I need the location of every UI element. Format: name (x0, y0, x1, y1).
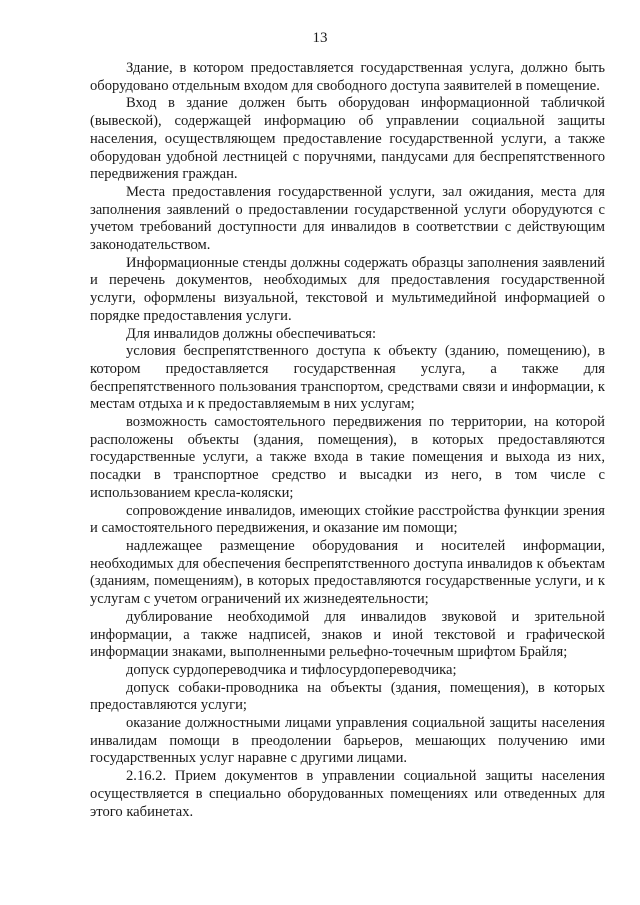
paragraph-escort: сопровождение инвалидов, имеющих стойкие расстройства функции зрения и самостоятельного передвижения, и оказание им помощи; (90, 502, 605, 537)
paragraph-section-2-16-2: 2.16.2. Прием документов в управлении социальной защиты населения осуществляется в специально оборудованных помещениях или отведенных для этого кабинетах. (90, 768, 605, 820)
paragraph-guide-dog: допуск собаки-проводника на объекты (здания, помещения), в которых предоставляются услуги; (90, 679, 605, 714)
paragraph-disabled-intro: Для инвалидов должны обеспечиваться: (126, 325, 377, 342)
paragraph-entrance-sign: Вход в здание должен быть оборудован информационной табличкой (вывеской), содержащей информацию об управлении социальной защиты населения, осуществляющем предоставление государственной услуги, а также оборудован удобной лестницей с поручнями, пандусами для беспрепятственного передвижения граждан. (90, 95, 605, 183)
page-number: 13 (312, 30, 328, 46)
paragraph-assistance: оказание должностными лицами управления социальной защиты населения инвалидам помощи в преодолении барьеров, мешающих получению ими государственных услуг наравне с другими лицами. (90, 715, 605, 767)
paragraph-sign-interpreter: допуск сурдопереводчика и тифлосурдопереводчика; (126, 661, 457, 678)
document-body (90, 60, 605, 821)
paragraph-info-stands: Информационные стенды должны содержать образцы заполнения заявлений и перечень документов, необходимых для предоставления государственной услуги, оформлены визуальной, текстовой и мультимедийной информацией о порядке предоставления услуги. (90, 254, 605, 324)
paragraph-access-conditions: условия беспрепятственного доступа к объекту (зданию, помещению), в котором предоставляется государственная услуга, а также для беспрепятственного пользования транспортом, средствами связи и информации, к местам отдыха и к предоставляемым в них услугам; (90, 343, 605, 413)
paragraph-building-entrance: Здание, в котором предоставляется государственная услуга, должно быть оборудовано отдельным входом для свободного доступа заявителей в помещение. (90, 60, 605, 94)
paragraph-equipment-placement: надлежащее размещение оборудования и носителей информации, необходимых для обеспечения беспрепятственного доступа инвалидов к объектам (зданиям, помещениям), в которых предоставляются государственные услуги, и к услугам с учетом ограничений их жизнедеятельности; (90, 537, 605, 608)
paragraph-duplication: дублирование необходимой для инвалидов звуковой и зрительной информации, а также надписей, знаков и иной текстовой и графической информации знаками, выполненными рельефно-точечным шрифтом Брайля; (90, 608, 605, 661)
paragraph-movement: возможность самостоятельного передвижения по территории, на которой расположены объекты (здания, помещения), в которых предоставляются государственные услуги, а также входа в такие помещения и выхода из них, посадки в транспортное средство и высадки из него, в том числе с использованием кресла-коляски; (90, 414, 605, 501)
paragraph-service-places: Места предоставления государственной услуги, зал ожидания, места для заполнения заявлений о предоставлении государственной услуги оборудуются с учетом требований доступности для инвалидов в соответствии с действующим законодательством. (90, 183, 605, 254)
